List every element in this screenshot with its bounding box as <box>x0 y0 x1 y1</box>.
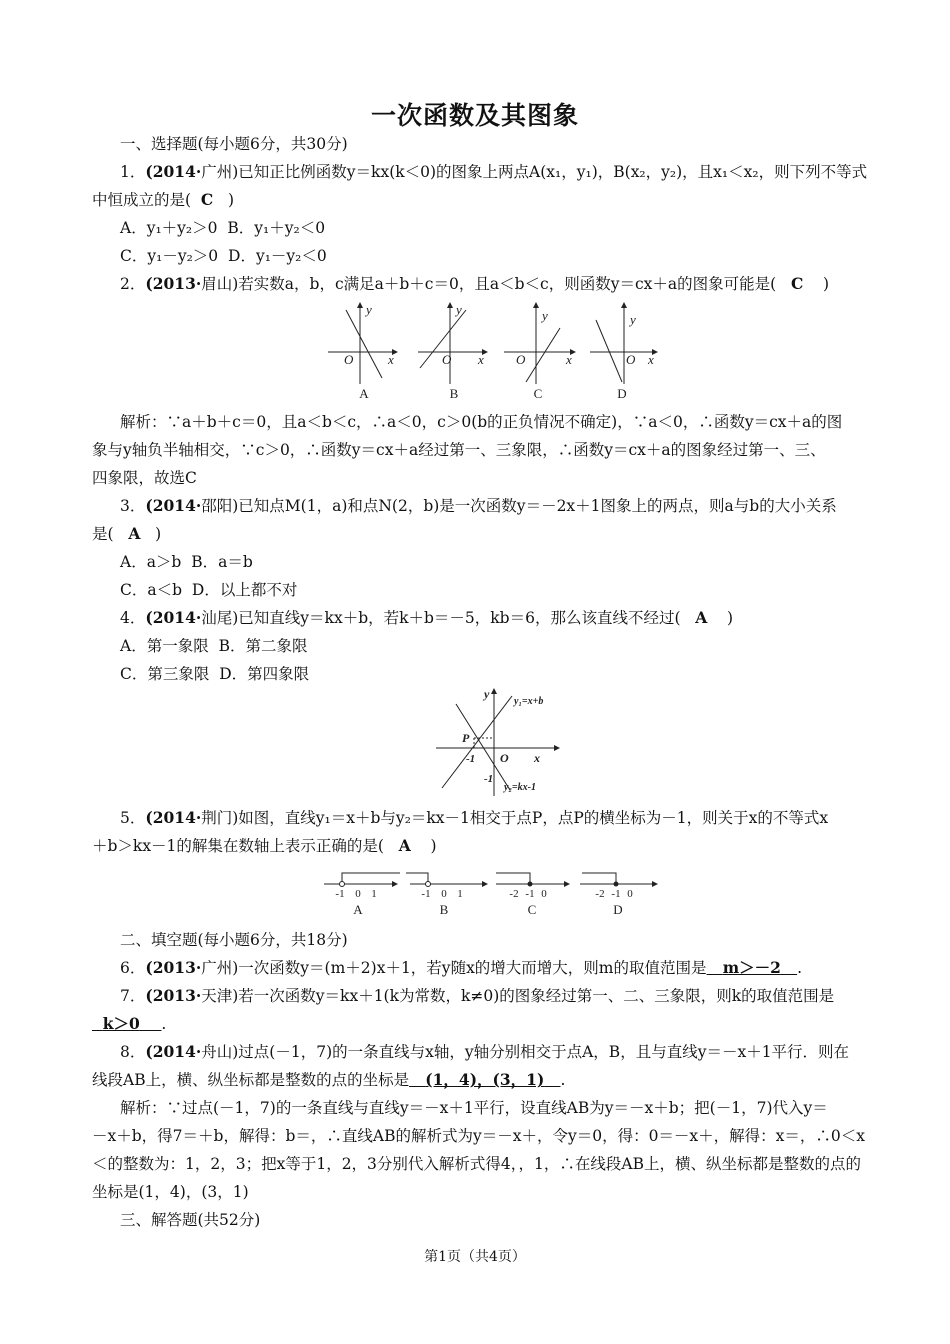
q1-text: 广州)已知正比例函数y＝kx(k＜0)的图象上两点A(x₁，y₁)，B(x₂，y₂)，且x₁＜x₂，则下列不等式 <box>201 163 868 181</box>
q2-figure <box>320 302 660 402</box>
q1-option-b: B．y₁＋y₂＜0 <box>227 219 326 237</box>
page-footer: 第1页（共4页） <box>424 1249 526 1265</box>
q5-d-tick-neg1: -1 <box>611 888 621 900</box>
q6-answer-text: m＞－2 <box>722 958 781 977</box>
q6-answer <box>707 958 798 977</box>
q2-answer: C <box>790 274 804 293</box>
section-fill-heading: 二、填空题(每小题6分，共18分) <box>120 931 348 949</box>
q6-source: (2013· <box>145 958 202 977</box>
q2-d-graph-line <box>596 320 622 382</box>
q5-c-arrow <box>564 881 570 887</box>
q5-b-tick-1: 1 <box>457 888 463 900</box>
q1-stem <box>120 162 867 182</box>
q5-fig-y-label: y <box>484 687 490 701</box>
q8-stem <box>120 1042 849 1062</box>
q5-a-tick-0: 0 <box>355 888 361 900</box>
q4-option-a: A．第一象限 <box>120 637 209 655</box>
section-choice-heading: 一、选择题(每小题6分，共30分) <box>120 135 348 153</box>
q5-answer: A <box>398 836 411 855</box>
q7-number: 7． <box>120 987 146 1005</box>
q5-fig-line-y1 <box>442 696 512 788</box>
q2-d-y-arrow <box>621 302 627 308</box>
q2-d-y-label: y <box>630 312 636 327</box>
q5-a-tick-neg1: -1 <box>335 888 345 900</box>
q8-number: 8． <box>120 1043 146 1061</box>
q4-option-b: B．第二象限 <box>218 637 308 655</box>
q4-number: 4． <box>120 609 146 627</box>
q7-answer-text: k＞0 <box>102 1014 140 1033</box>
q2-label-c: C <box>533 386 543 401</box>
q6-number: 6． <box>120 959 146 977</box>
q5-d-tick-neg2: -2 <box>595 888 605 900</box>
q2-c-graph-line <box>526 328 560 382</box>
q8-answer-text: (1，4)，(3，1) <box>425 1070 545 1089</box>
q5-number-lines <box>318 864 664 920</box>
q7-stem <box>120 986 834 1006</box>
q4-stem <box>120 608 733 628</box>
q5-c-tick-0: 0 <box>541 888 547 900</box>
q3-option-a: A．a＞b <box>120 553 182 571</box>
q4-options-cd <box>120 664 309 684</box>
q4-answer: A <box>695 608 708 627</box>
q8-text-2: 线段AB上，横、纵坐标都是整数的点的坐标是 <box>92 1071 410 1089</box>
q2-a-origin: O <box>344 352 354 367</box>
q5-label-b: B <box>439 902 449 917</box>
q2-stem <box>120 274 829 294</box>
q1-source: (2014· <box>145 162 202 181</box>
q5-source: (2014· <box>145 808 202 827</box>
section-answer-heading: 三、解答题(共52分) <box>120 1211 261 1229</box>
q7-answer-line <box>92 1014 166 1034</box>
q8-solution-4: 坐标是(1，4)，(3，1) <box>92 1183 249 1201</box>
q5-fig-neg1-y: -1 <box>484 773 494 785</box>
q2-number: 2． <box>120 275 146 293</box>
q2-a-x-label: x <box>388 352 394 367</box>
q3-option-d: D．以上都不对 <box>191 581 298 599</box>
q3-stem-cont <box>92 524 161 544</box>
q1-number: 1． <box>120 163 146 181</box>
q5-stem <box>120 808 828 828</box>
q1-option-a: A．y₁＋y₂＞0 <box>120 219 218 237</box>
q3-options-ab <box>120 552 253 572</box>
q5-a-open-point <box>340 882 345 887</box>
q2-c-x-label: x <box>566 352 572 367</box>
q5-c-tick-neg2: -2 <box>509 888 519 900</box>
q2-b-x-label: x <box>478 352 484 367</box>
q3-option-b: B．a＝b <box>191 553 253 571</box>
q5-fig-y-arrow <box>491 688 497 694</box>
q1-text-2: 中恒成立的是( <box>92 191 192 209</box>
q1-stem-cont <box>92 190 234 210</box>
q5-stem-cont <box>92 836 437 856</box>
q8-solution-1: 解析：∵过点(－1，7)的一条直线与直线y＝－x＋1平行，设直线AB为y＝－x＋b；把(－1，7)代入y＝ <box>120 1099 828 1117</box>
q3-option-c: C．a＜b <box>120 581 183 599</box>
q5-text: 荆门)如图，直线y₁＝x＋b与y₂＝kx－1相交于点P，点P的横坐标为－1，则关于x的不等式x <box>201 809 829 827</box>
q7-end: . <box>161 1015 167 1033</box>
q1-option-c: C．y₁－y₂＞0 <box>120 247 219 265</box>
q5-fig-point-p: P <box>462 731 470 745</box>
q4-options-ab <box>120 636 307 656</box>
q3-options-cd <box>120 580 297 600</box>
q5-fig-x-arrow <box>554 745 560 751</box>
q5-fig-y1-label: y₁=x+b <box>514 696 544 707</box>
q5-fig-line-y2 <box>456 704 510 790</box>
q5-b-open-point <box>426 882 431 887</box>
q5-d-tick-0: 0 <box>627 888 633 900</box>
page-title: 一次函数及其图象 <box>370 101 579 130</box>
q5-b-tick-0: 0 <box>441 888 447 900</box>
q2-label-b: B <box>449 386 459 401</box>
q3-number: 3． <box>120 497 146 515</box>
q2-b-origin: O <box>442 352 452 367</box>
q5-a-tick-1: 1 <box>371 888 377 900</box>
q2-d-origin: O <box>626 352 636 367</box>
q8-solution-3: ＜的整数为：1，2，3；把x等于1，2，3分别代入解析式得4，，1，∴在线段AB上，横、纵坐标都是整数的点的 <box>92 1155 861 1173</box>
q5-text-2: ＋b＞kx－1的解集在数轴上表示正确的是( <box>92 837 384 855</box>
q1-option-d: D．y₁－y₂＜0 <box>228 247 327 265</box>
q8-stem-cont <box>92 1070 565 1090</box>
q1-close: ) <box>228 191 235 209</box>
q2-c-origin: O <box>516 352 526 367</box>
q2-text: 眉山)若实数a，b，c满足a＋b＋c＝0，且a＜b＜c，则函数y＝cx＋a的图象可能是( <box>201 275 777 293</box>
q8-answer <box>409 1070 560 1089</box>
q5-b-arrow <box>482 881 488 887</box>
q8-text: 舟山)过点(－1，7)的一条直线与x轴，y轴分别相交于点A，B，且与直线y＝－x＋1平行．则在 <box>201 1043 850 1061</box>
q5-a-range <box>342 873 400 884</box>
q1-options-cd <box>120 246 327 266</box>
q4-text: 汕尾)已知直线y＝kx＋b，若k＋b＝－5，kb＝6，那么该直线不经过( <box>201 609 681 627</box>
q5-d-closed-point <box>614 882 619 887</box>
q3-source: (2014· <box>145 496 202 515</box>
q4-option-d: D．第四象限 <box>219 665 310 683</box>
q8-end: . <box>560 1071 566 1089</box>
q2-a-graph-line <box>346 310 382 378</box>
q2-solution-2: 象与y轴负半轴相交，∵c＞0，∴函数y＝cx＋a经过第一、三象限，∴函数y＝cx＋a的图象经过第一、三、 <box>92 441 826 459</box>
q3-answer: A <box>128 524 141 543</box>
q5-label-c: C <box>527 902 537 917</box>
q2-a-y-label: y <box>366 302 372 317</box>
q2-source: (2013· <box>145 274 202 293</box>
q2-b-y-arrow <box>447 302 453 308</box>
q2-label-a: A <box>359 386 369 401</box>
q5-b-tick-neg1: -1 <box>421 888 431 900</box>
q7-source: (2013· <box>145 986 202 1005</box>
q3-stem <box>120 496 837 516</box>
q2-b-y-label: y <box>456 302 462 317</box>
q2-c-y-label: y <box>542 308 548 323</box>
q2-close: ) <box>823 275 830 293</box>
q7-answer <box>92 1014 161 1033</box>
q5-close: ) <box>430 837 437 855</box>
q5-fig-origin: O <box>500 751 509 765</box>
q6-text: 广州)一次函数y＝(m＋2)x＋1，若y随x的增大而增大，则m的取值范围是 <box>201 959 707 977</box>
q7-text: 天津)若一次函数y＝kx＋1(k为常数，k≠0)的图象经过第一、二、三象限，则k的取值范围是 <box>201 987 835 1005</box>
q5-b-range <box>406 873 428 884</box>
q5-label-a: A <box>353 902 363 917</box>
q5-a-arrow <box>392 881 398 887</box>
q6-end: . <box>797 959 803 977</box>
q3-text-2: 是( <box>92 525 114 543</box>
q4-option-c: C．第三象限 <box>120 665 210 683</box>
q2-solution-3: 四象限，故选C <box>92 469 197 487</box>
q2-solution-1: 解析：∵a＋b＋c＝0，且a＜b＜c，∴a＜0，c＞0(b的正负情况不确定)，∵a＜0，∴函数y＝cx＋a的图 <box>120 413 843 431</box>
q5-intersection-figure <box>430 686 570 802</box>
q5-fig-y2-label: y₂=kx-1 <box>504 782 536 793</box>
q3-close: ) <box>155 525 162 543</box>
q8-source: (2014· <box>145 1042 202 1061</box>
q1-answer: C <box>200 190 214 209</box>
q5-fig-neg1-x: -1 <box>466 753 476 765</box>
q5-label-d: D <box>613 902 623 917</box>
q2-d-x-label: x <box>648 352 654 367</box>
q5-number: 5． <box>120 809 146 827</box>
q5-c-range <box>496 873 530 884</box>
q1-options-ab <box>120 218 325 238</box>
q6-stem <box>120 958 802 978</box>
q2-a-y-arrow <box>357 302 363 308</box>
q3-text: 邵阳)已知点M(1，a)和点N(2，b)是一次函数y＝－2x＋1图象上的两点，则a与b的大小关系 <box>201 497 837 515</box>
q4-source: (2014· <box>145 608 202 627</box>
q8-solution-2: －x＋b，得7＝＋b，解得：b＝，∴直线AB的解析式为y＝－x＋，令y＝0，得：0＝－x＋，解得：x＝，∴0＜x <box>92 1127 866 1145</box>
q5-fig-x-label: x <box>534 751 540 765</box>
q2-c-y-arrow <box>533 302 539 308</box>
q5-c-closed-point <box>528 882 533 887</box>
q5-d-arrow <box>652 881 658 887</box>
q5-c-tick-neg1: -1 <box>525 888 535 900</box>
q2-label-d: D <box>617 386 627 401</box>
q5-d-range <box>582 873 616 884</box>
q4-close: ) <box>727 609 734 627</box>
